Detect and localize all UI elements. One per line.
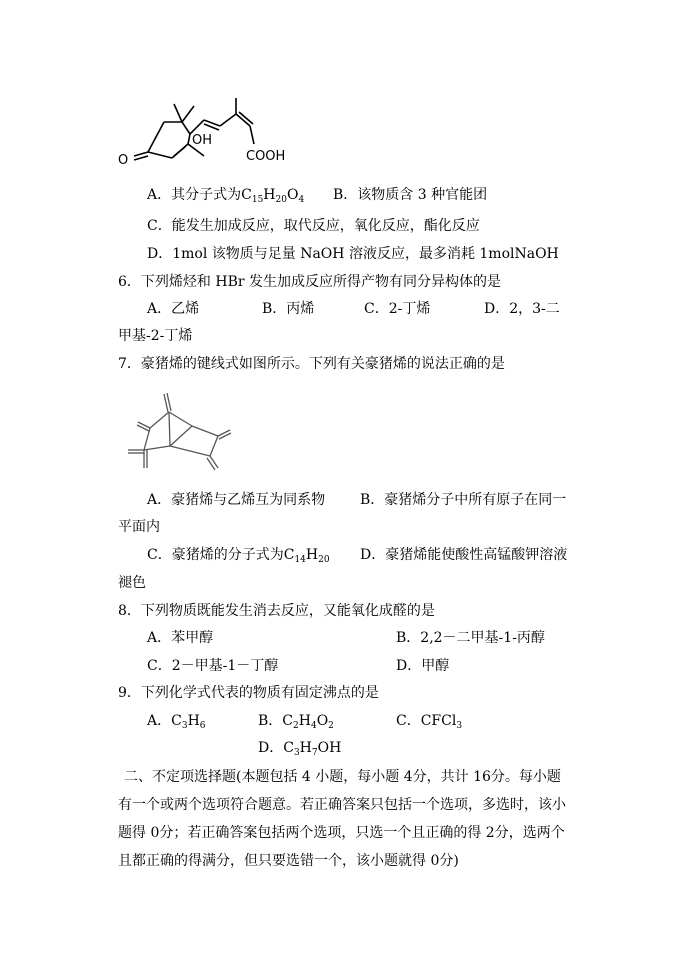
formula-text: H [298, 713, 311, 729]
q9-option-d [258, 739, 341, 757]
formula-sub: 14 [294, 555, 306, 565]
formula-o: O [286, 187, 299, 203]
formula-sub: 3 [456, 721, 463, 731]
q6-stem: 6．下列烯烃和 HBr 发生加成反应所得产物有同分异构体的是 [118, 274, 501, 290]
formula-text: H [299, 740, 312, 756]
q8-option-c: C．2－甲基-1－丁醇 [147, 658, 279, 674]
formula-sub: 4 [310, 721, 317, 731]
structure-figure-1 [112, 92, 312, 182]
formula-sub: 2 [328, 721, 334, 731]
oxygen-label: O [118, 153, 129, 168]
formula-sub: 15 [251, 195, 264, 205]
q7-option-d-continued: 褪色 [118, 575, 146, 591]
q8-option-b: B．2,2－二甲基-1-丙醇 [396, 630, 545, 646]
formula-sub: 7 [311, 748, 318, 758]
q5-option-a-text: A．其分子式为 [147, 187, 242, 203]
formula-h: H [263, 187, 276, 203]
q6-option-a: A．乙烯 [147, 301, 200, 317]
formula-text: C．CFCl [396, 713, 457, 729]
q7-option-b: B．豪猪烯分子中所有原子在同一 [360, 492, 567, 508]
q5-option-c: C．能发生加成反应，取代反应，氧化反应，酯化反应 [147, 218, 480, 234]
q9-option-a [147, 712, 206, 730]
structure-figure-2 [122, 388, 242, 488]
q6-option-d: D．2，3-二 [484, 301, 560, 317]
oh-label: OH [192, 133, 213, 148]
q7-option-c-text: C．豪猪烯的分子式为 [147, 547, 284, 563]
formula-sub: 20 [318, 555, 330, 565]
formula-text: A．C [147, 713, 182, 729]
formula-sub: 4 [298, 195, 305, 205]
q7-option-c [147, 546, 330, 564]
q7-option-b-continued: 平面内 [118, 519, 160, 535]
formula-sub: 3 [181, 721, 188, 731]
q5-option-d: D．1mol 该物质与足量 NaOH 溶液反应，最多消耗 1molNaOH [147, 246, 559, 262]
formula-text: H [187, 713, 200, 729]
formula-c: C [283, 547, 295, 563]
q8-option-d: D．甲醇 [396, 658, 450, 674]
formula-text: D．C [258, 740, 294, 756]
cooh-label: COOH [246, 149, 286, 164]
q7-option-d: D．豪猪烯能使酸性高锰酸钾溶液 [360, 547, 568, 563]
formula-sub: 6 [199, 721, 206, 731]
q9-option-c [396, 712, 462, 730]
q8-stem: 8．下列物质既能发生消去反应，又能氧化成醛的是 [118, 603, 435, 619]
q5-option-a [147, 186, 304, 204]
q6-option-d-continued: 甲基-2-丁烯 [118, 328, 193, 344]
formula-text: B．C [258, 713, 293, 729]
q9-option-b [258, 712, 334, 730]
formula-h: H [305, 547, 319, 563]
formula-c: C [241, 187, 252, 203]
formula-sub: 3 [293, 748, 300, 758]
q7-stem: 7．豪猪烯的键线式如图所示。下列有关豪猪烯的说法正确的是 [118, 356, 505, 372]
q6-option-b: B．丙烯 [262, 301, 315, 317]
formula-sub: 20 [275, 195, 287, 205]
q7-option-a: A．豪猪烯与乙烯互为同系物 [147, 492, 326, 508]
formula-text: O [316, 713, 329, 729]
q8-option-a: A．苯甲醇 [147, 630, 214, 646]
formula-text: OH [317, 740, 342, 756]
formula-sub: 2 [293, 721, 299, 731]
q6-option-c: C．2-丁烯 [364, 301, 431, 317]
section-2-instructions: 二、不定项选择题(本题包括 4 小题，每小题 4分，共计 16分。每小题有一个或两个选项符合题意。若正确答案只包括一个选项，多选时，该小题得 0分；若正确答案包括两个选项，只选一个且正确的得 2分，选两个且都正确的得满分，但只要选错一个，该小题就得 0分) [118, 769, 566, 869]
q9-stem: 9．下列化学式代表的物质有固定沸点的是 [118, 685, 379, 701]
q5-option-b: B．该物质含 3 种官能团 [333, 187, 488, 203]
